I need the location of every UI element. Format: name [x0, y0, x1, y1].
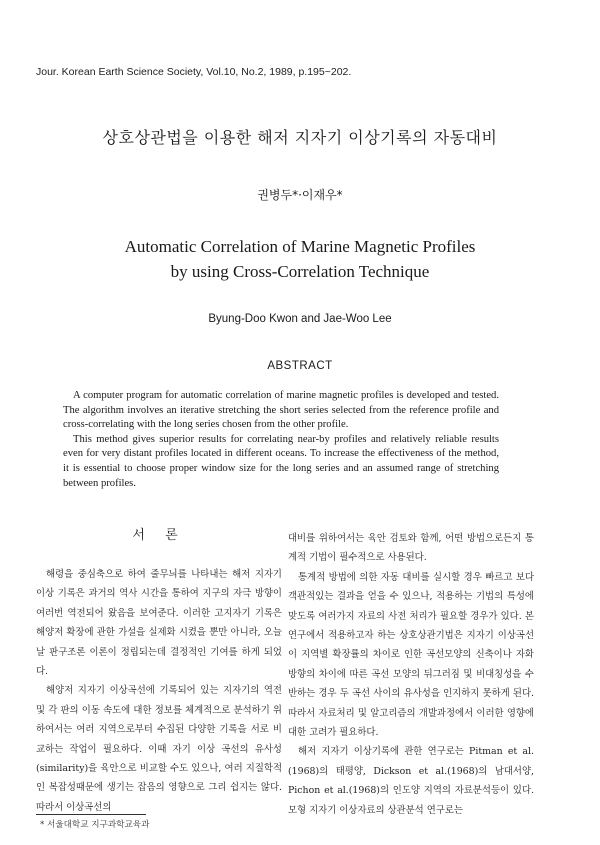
left-column: [36, 527, 282, 817]
abstract-heading: ABSTRACT: [267, 360, 333, 372]
footnote-rule: [36, 814, 146, 815]
english-title-line1: Automatic Correlation of Marine Magnetic Profiles: [124, 237, 476, 256]
abstract-paragraph-2: This method gives superior results for correlating near-by profiles and relatively reliable results even for very distant profiles located in different oceans. To increase the effectiveness of the method, it is essential to choose proper window size for the long series and an assumed range of stretching between profiles.: [63, 433, 499, 489]
right-paragraph-continued: 대비를 위하여서는 육안 검토와 함께, 어떤 방법으로든지 통계적 기법이 필수적으로 사용된다.: [288, 533, 534, 564]
korean-title: 상호상관법을 이용한 해저 지자기 이상기록의 자동대비: [102, 128, 498, 147]
affiliation-footnote: * 서울대학교 지구과학교육과: [40, 820, 150, 830]
right-paragraph-2: 해저 지자기 이상기록에 관한 연구로는 Pitman et al.(1968)의 태평양, Dickson et al.(1968)의 남대서양, Pichon et al.(1968)의 인도양 지역의 자료분석등이 있다. 모형 지자기 이상자료의 상관분석 연구로는: [288, 746, 534, 816]
english-title-line2: by using Cross-Correlation Technique: [170, 262, 430, 281]
english-authors: Byung-Doo Kwon and Jae-Woo Lee: [208, 313, 392, 325]
section-heading-intro: 서 론: [132, 528, 186, 543]
right-column: [288, 529, 534, 820]
abstract-body: [63, 389, 499, 491]
abstract-paragraph-1: A computer program for automatic correlation of marine magnetic profiles is developed and tested. The algorithm involves an iterative stretching the short series selected from the reference profile and cross-correlating with the long series chosen from the other profile.: [63, 390, 499, 431]
journal-citation: Jour. Korean Earth Science Society, Vol.10, No.2, 1989, p.195~202.: [36, 66, 352, 78]
korean-authors: 권병두*·이재우*: [257, 188, 343, 202]
english-title: [0, 234, 600, 284]
intro-paragraph-1: 해령을 중심축으로 하여 줄무늬를 나타내는 해저 지자기 이상 기록은 과거의 역사 시간을 통하여 지구의 자극 방향이 여러번 역전되어 왔음을 보여준다. 이러한 고지자기 기록은 해양저 확장에 관한 가설을 실제화 시켰을 뿐만 아니라, 오늘날 판구조론 이론이 정립되는데 결정적인 기여를 하게 되었다.: [36, 569, 282, 678]
intro-paragraph-2: 해양저 지자기 이상곡선에 기록되어 있는 지자기의 역전 및 각 판의 이동 속도에 대한 정보를 체계적으로 분석하기 위하여서는 여러 지역으로부터 수집된 다양한 기록을 서로 비교하는 작업이 필요하다. 이때 자기 이상 곡선의 유사성(similarity)을 육안으로 비교할 수도 있으나, 여러 지질학적인 복잡성때문에 생기는 잡음의 영향으로 그리 쉽지는 않다. 따라서 이상곡선의: [36, 685, 282, 813]
right-paragraph-1: 통계적 방법에 의한 자동 대비를 실시할 경우 빠르고 보다 객관적있는 결과을 얻을 수 있으나, 적용하는 기법의 특성에 맞도록 여러가지 자료의 사전 처리가 필요할 경우가 있다. 본 연구에서 적용하고자 하는 상호상관기법은 지자기 이상곡선이 지역별 확장률의 차이로 인한 곡선모양의 신축이나 자화방향의 차이에 따른 곡선 모양의 뒤그러짐 및 비대칭성을 수반하는 경우 두 곡선 사이의 유사성을 인지하지 못하게 된다. 따라서 자료처리 및 알고리즘의 개발과정에서 이러한 영향에 대한 고려가 필요하다.: [288, 571, 534, 739]
